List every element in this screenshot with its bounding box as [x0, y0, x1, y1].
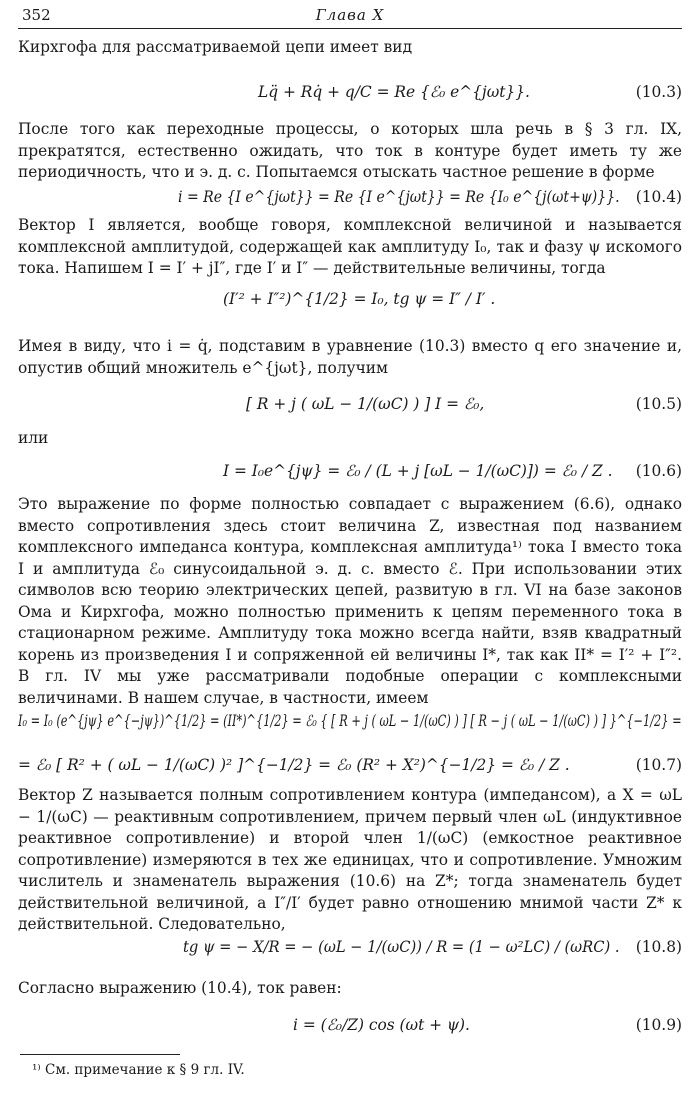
equation-formula: i = Re {I e^{jωt}} = Re {I e^{jωt}} = Re {I₀ e^{j(ωt+ψ)}}. [178, 188, 620, 206]
equation-formula: I = I₀e^{jψ} = ℰ₀ / (L + j [ωL − 1/(ωC)]) = ℰ₀ / Z . [223, 462, 613, 480]
equation-number: (10.9) [635, 1016, 682, 1034]
equation-formula: Lq̈ + Rq̇ + q/C = Re {ℰ₀ e^{jωt}}. [258, 83, 530, 101]
page-number: 352 [22, 6, 51, 24]
equation-10-3 [18, 83, 682, 113]
equation-number: (10.4) [635, 188, 682, 206]
footnote: ¹⁾ См. примечание к § 9 гл. IV. [32, 1062, 245, 1078]
chapter-title: Глава X [315, 6, 385, 24]
equation-formula: [ R + j ( ωL − 1/(ωC) ) ] I = ℰ₀, [246, 395, 485, 413]
equation-10-5 [18, 395, 682, 425]
equation-10-7-line1 [18, 712, 682, 742]
equation-amplitude-phase [18, 290, 682, 320]
equation-formula: I₀ = I₀ (e^{jψ} e^{−jψ})^{1/2} = (II*)^{1/2} = ℰ₀ { [ R + j ( ωL − 1/(ωC) ) ] [ R − j ( ωL − 1/(ωC) ) ] }^{−1/2} = [18, 712, 682, 730]
equation-number: (10.7) [635, 756, 682, 774]
paragraph-reactance: Вектор Z называется полным сопротивлением контура (импедансом), а X = ωL − 1/(ωC) — реактивным сопротивлением, причем первый член ωL (индуктивное реактивное сопротивление) и второй член 1/(ωC) (емкостное реактивное сопротивление) измеряются в тех же единицах, что и сопротивление. Умножим числитель и знаменатель выражения (10.6) на Z*; тогда знаменатель будет действительной величиной, а I″/I′ будет равно отношению мнимой части Z* к действительной. Следовательно, [18, 786, 682, 933]
equation-10-4 [18, 188, 682, 218]
paragraph-or: или [18, 429, 49, 447]
paragraph-transients: После того как переходные процессы, о которых шла речь в § 3 гл. IX, прекратятся, естественно ожидать, что ток в контуре будет иметь ту же периодичность, что и э. д. с. Попытаемся отыскать частное решение в форме [18, 120, 682, 181]
equation-10-8 [18, 938, 682, 968]
equation-10-9 [18, 1016, 682, 1046]
paragraph-impedance: Это выражение по форме полностью совпадает с выражением (6.6), однако вместо сопротивления здесь стоит величина Z, известная под названием комплексного импеданса контура, комплексная амплитуда¹⁾ тока I вместо тока I и амплитуда ℰ₀ синусоидальной э. д. с. вместо ℰ. При использовании этих символов всю теорию электрических цепей, развитую в гл. VI на базе законов Ома и Кирхгофа, можно полностью применить к цепям переменного тока в стационарном режиме. Амплитуду тока можно всегда найти, взяв квадратный корень из произведения I и сопряженной ей величины I*, так как II* = I′² + I″². В гл. IV мы уже рассматривали подобные операции с комплексными величинами. В нашем случае, в частности, имеем [18, 495, 682, 707]
equation-formula: i = (ℰ₀/Z) cos (ωt + ψ). [293, 1016, 470, 1034]
footnote-divider [20, 1054, 180, 1055]
equation-formula: = ℰ₀ [ R² + ( ωL − 1/(ωC) )² ]^{−1/2} = ℰ₀ (R² + X²)^{−1/2} = ℰ₀ / Z . [18, 756, 570, 774]
running-header [18, 4, 682, 29]
equation-number: (10.8) [635, 938, 682, 956]
equation-formula: tg ψ = − X/R = − (ωL − 1/(ωC)) / R = (1 − ω²LC) / (ωRC) . [183, 938, 620, 956]
paragraph-current: Согласно выражению (10.4), ток равен: [18, 979, 342, 997]
paragraph-vector-i: Вектор I является, вообще говоря, комплексной величиной и называется комплексной амплитудой, содержащей как амплитуду I₀, так и фазу ψ искомого тока. Напишем I = I′ + jI″, где I′ и I″ — действительные величины, тогда [18, 216, 682, 277]
equation-number: (10.5) [635, 395, 682, 413]
equation-10-7-line2 [18, 756, 682, 786]
equation-number: (10.3) [635, 83, 682, 101]
paragraph-substitute: Имея в виду, что i = q̇, подставим в уравнение (10.3) вместо q его значение и, опустив общий множитель e^{jωt}, получим [18, 337, 682, 377]
paragraph-intro: Кирхгофа для рассматриваемой цепи имеет вид [18, 38, 413, 56]
equation-10-6 [18, 462, 682, 492]
equation-number: (10.6) [635, 462, 682, 480]
equation-formula: (I′² + I″²)^{1/2} = I₀, tg ψ = I″ / I′ . [223, 290, 496, 308]
